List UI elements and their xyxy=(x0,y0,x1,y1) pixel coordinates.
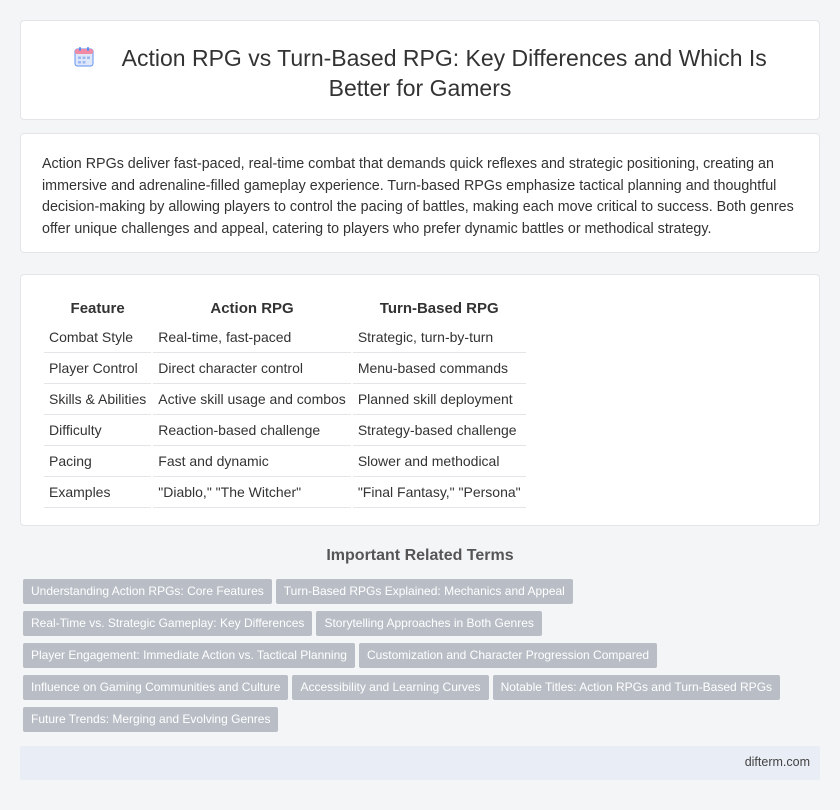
table-row xyxy=(44,384,526,415)
tag-row xyxy=(23,579,813,611)
comparison-card xyxy=(20,274,820,526)
header-feature: Feature xyxy=(70,299,125,317)
table-cell: Planned skill deployment xyxy=(353,384,526,415)
page-title: Action RPG vs Turn-Based RPG: Key Differences and Which Is Better for Gamers xyxy=(121,45,767,101)
related-term-link[interactable]: Real-Time vs. Strategic Gameplay: Key Differences xyxy=(23,611,312,636)
header-turn-based-rpg: Turn-Based RPG xyxy=(379,299,499,317)
related-term-link[interactable]: Notable Titles: Action RPGs and Turn-Based RPGs xyxy=(493,675,780,700)
table-cell: Strategic, turn-by-turn xyxy=(353,322,526,353)
comparison-table xyxy=(42,295,528,508)
title-card xyxy=(20,20,820,120)
table-cell: Examples xyxy=(44,477,151,508)
table-row xyxy=(44,477,526,508)
calendar-icon xyxy=(73,46,95,68)
table-row xyxy=(44,446,526,477)
header-action-rpg: Action RPG xyxy=(210,299,294,317)
table-cell: Player Control xyxy=(44,353,151,384)
footer-site-name: difterm.com xyxy=(744,755,810,769)
related-term-link[interactable]: Storytelling Approaches in Both Genres xyxy=(316,611,541,636)
table-row xyxy=(44,322,526,353)
table-header-row xyxy=(44,295,526,322)
table-cell: Direct character control xyxy=(153,353,351,384)
table-cell: Strategy-based challenge xyxy=(353,415,526,446)
related-term-link[interactable]: Accessibility and Learning Curves xyxy=(292,675,488,700)
tag-row xyxy=(23,707,813,739)
related-term-link[interactable]: Future Trends: Merging and Evolving Genres xyxy=(23,707,278,732)
table-cell: Active skill usage and combos xyxy=(153,384,351,415)
related-terms-heading: Important Related Terms xyxy=(326,547,514,564)
tag-row xyxy=(23,643,813,675)
table-cell: Pacing xyxy=(44,446,151,477)
table-cell: Slower and methodical xyxy=(353,446,526,477)
title-wrap xyxy=(21,43,819,103)
table-cell: Combat Style xyxy=(44,322,151,353)
table-cell: "Diablo," "The Witcher" xyxy=(153,477,351,508)
table-cell: "Final Fantasy," "Persona" xyxy=(353,477,526,508)
related-term-link[interactable]: Influence on Gaming Communities and Culture xyxy=(23,675,288,700)
related-term-link[interactable]: Customization and Character Progression Compared xyxy=(359,643,657,668)
table-row xyxy=(44,415,526,446)
table-cell: Difficulty xyxy=(44,415,151,446)
related-term-link[interactable]: Understanding Action RPGs: Core Features xyxy=(23,579,272,604)
table-cell: Menu-based commands xyxy=(353,353,526,384)
tag-row xyxy=(23,611,813,643)
tag-row xyxy=(23,675,813,707)
related-terms-list xyxy=(23,579,813,739)
table-cell: Real-time, fast-paced xyxy=(153,322,351,353)
footer xyxy=(20,746,820,780)
table-cell: Fast and dynamic xyxy=(153,446,351,477)
related-term-link[interactable]: Player Engagement: Immediate Action vs. Tactical Planning xyxy=(23,643,355,668)
summary-card xyxy=(20,133,820,253)
table-cell: Skills & Abilities xyxy=(44,384,151,415)
related-term-link[interactable]: Turn-Based RPGs Explained: Mechanics and Appeal xyxy=(276,579,573,604)
table-cell: Reaction-based challenge xyxy=(153,415,351,446)
table-row xyxy=(44,353,526,384)
summary-text: Action RPGs deliver fast-paced, real-time combat that demands quick reflexes and strategic positioning, creating an immersive and adrenaline-filled gameplay experience. Turn-based RPGs emphasize tactical planning and thoughtful decision-making by allowing players to control the pacing of battles, making each move critical to success. Both genres offer unique challenges and appeal, catering to players who prefer dynamic battles or methodical strategy. xyxy=(42,156,794,237)
